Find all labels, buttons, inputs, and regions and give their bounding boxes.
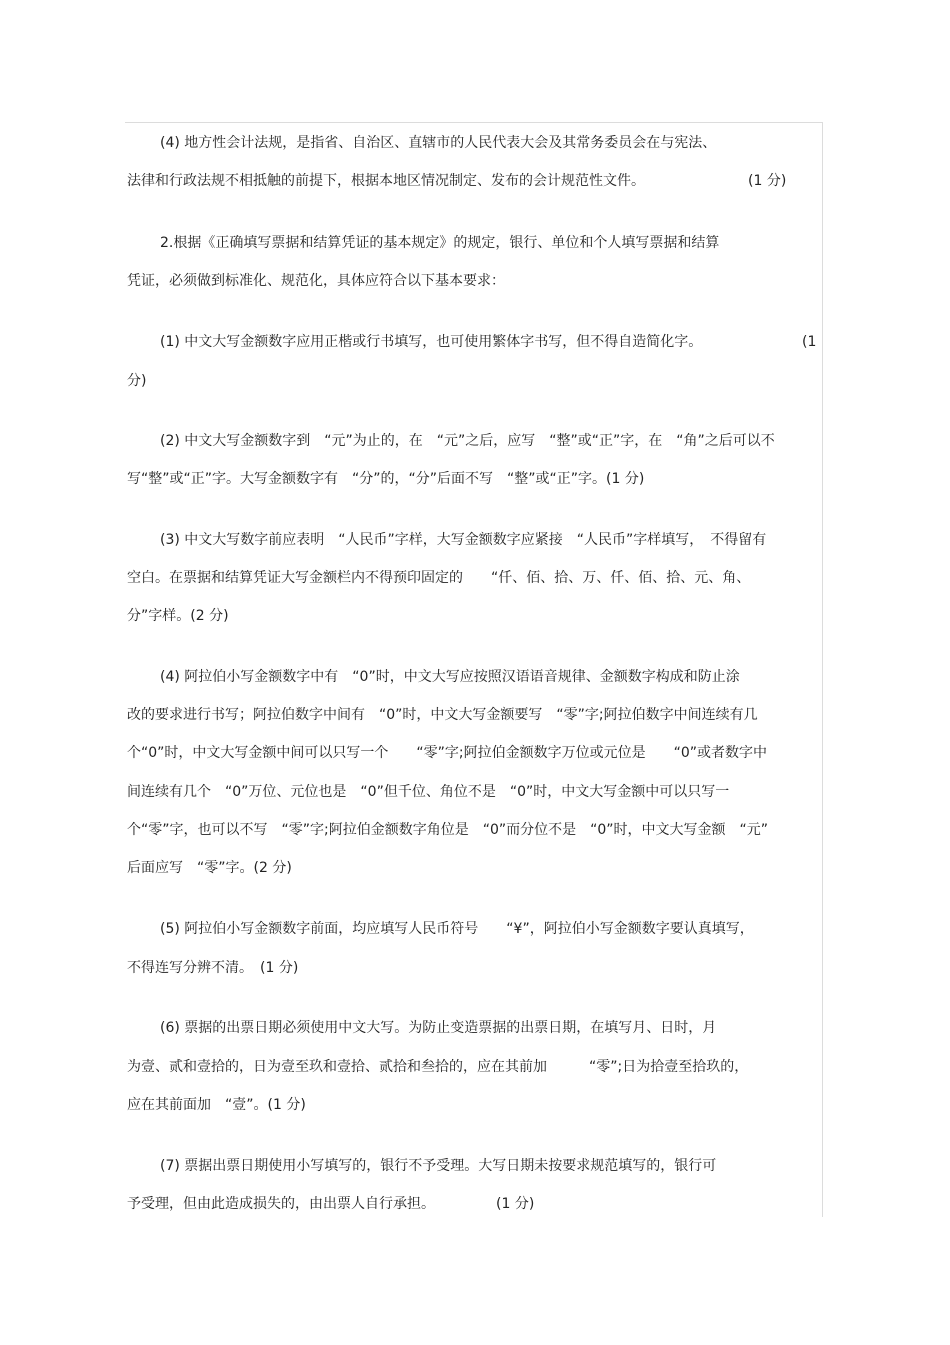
text-line: 写“整”或“正”字。大写金额数字有 “分”的，“分”后面不写 “整”或“正”字。(1 分) [127, 471, 645, 487]
page-border-right [822, 122, 823, 1217]
text-line: 应在其前面加 “壹”。(1 分) [127, 1097, 306, 1113]
text-line: 间连续有几个 “0”万位、元位也是 “0”但千位、角位不是 “0”时，中文大写金额中可以只写一 [127, 784, 730, 800]
text-line: 2.根据《正确填写票据和结算凭证的基本规定》的规定，银行、单位和个人填写票据和结算 [160, 235, 720, 251]
text-line: 为壹、贰和壹拾的，日为壹至玖和壹拾、贰拾和叁拾的，应在其前加 “零”;日为拾壹至拾玖的， [127, 1059, 749, 1075]
text-line: (3) 中文大写数字前应表明 “人民币”字样，大写金额数字应紧接 “人民币”字样填写， 不得留有 [160, 532, 767, 548]
text-line: (4) 阿拉伯小写金额数字中有 “0”时，中文大写应按照汉语语音规律、金额数字构成和防止涂 [160, 669, 740, 685]
text-line: 予受理，但由此造成损失的，由出票人自行承担。 [127, 1196, 435, 1212]
text-line: (2) 中文大写金额数字到 “元”为止的，在 “元”之后，应写 “整”或“正”字，在 “角”之后可以不 [160, 433, 775, 449]
text-line: 分”字样。(2 分) [127, 608, 229, 624]
text-line: 改的要求进行书写；阿拉伯数字中间有 “0”时，中文大写金额要写 “零”字;阿拉伯数字中间连续有几 [127, 707, 758, 723]
text-line: 个“零”字，也可以不写 “零”字;阿拉伯金额数字角位是 “0”而分位不是 “0”时，中文大写金额 “元” [127, 822, 769, 838]
text-line: 不得连写分辨不清。 (1 分) [127, 960, 299, 976]
text-line: 凭证，必须做到标准化、规范化，具体应符合以下基本要求： [127, 273, 505, 289]
text-line: 法律和行政法规不相抵触的前提下，根据本地区情况制定、发布的会计规范性文件。 [127, 173, 645, 189]
text-line: (1) 中文大写金额数字应用正楷或行书填写，也可使用繁体字书写，但不得自造简化字。 [160, 334, 703, 350]
score-label: 分) [127, 373, 147, 389]
page-border-top [125, 122, 823, 123]
text-line: (5) 阿拉伯小写金额数字前面，均应填写人民币符号 “¥”，阿拉伯小写金额数字要认真填写， [160, 921, 754, 937]
score-label: (1 [802, 334, 817, 350]
score-label: (1 分) [496, 1196, 535, 1212]
text-line: (4) 地方性会计法规，是指省、自治区、直辖市的人民代表大会及其常务委员会在与宪法、 [160, 135, 717, 151]
text-line: 空白。在票据和结算凭证大写金额栏内不得预印固定的 “仟、佰、拾、万、仟、佰、拾、元、角、 [127, 570, 751, 586]
text-line: (6) 票据的出票日期必须使用中文大写。为防止变造票据的出票日期，在填写月、日时，月 [160, 1020, 717, 1036]
text-line: 后面应写 “零”字。(2 分) [127, 860, 292, 876]
score-label: (1 分) [748, 173, 787, 189]
text-line: (7) 票据出票日期使用小写填写的，银行不予受理。大写日期未按要求规范填写的，银行可 [160, 1158, 717, 1174]
text-line: 个“0”时，中文大写金额中间可以只写一个 “零”字;阿拉伯金额数字万位或元位是 “0”或者数字中 [127, 745, 768, 761]
